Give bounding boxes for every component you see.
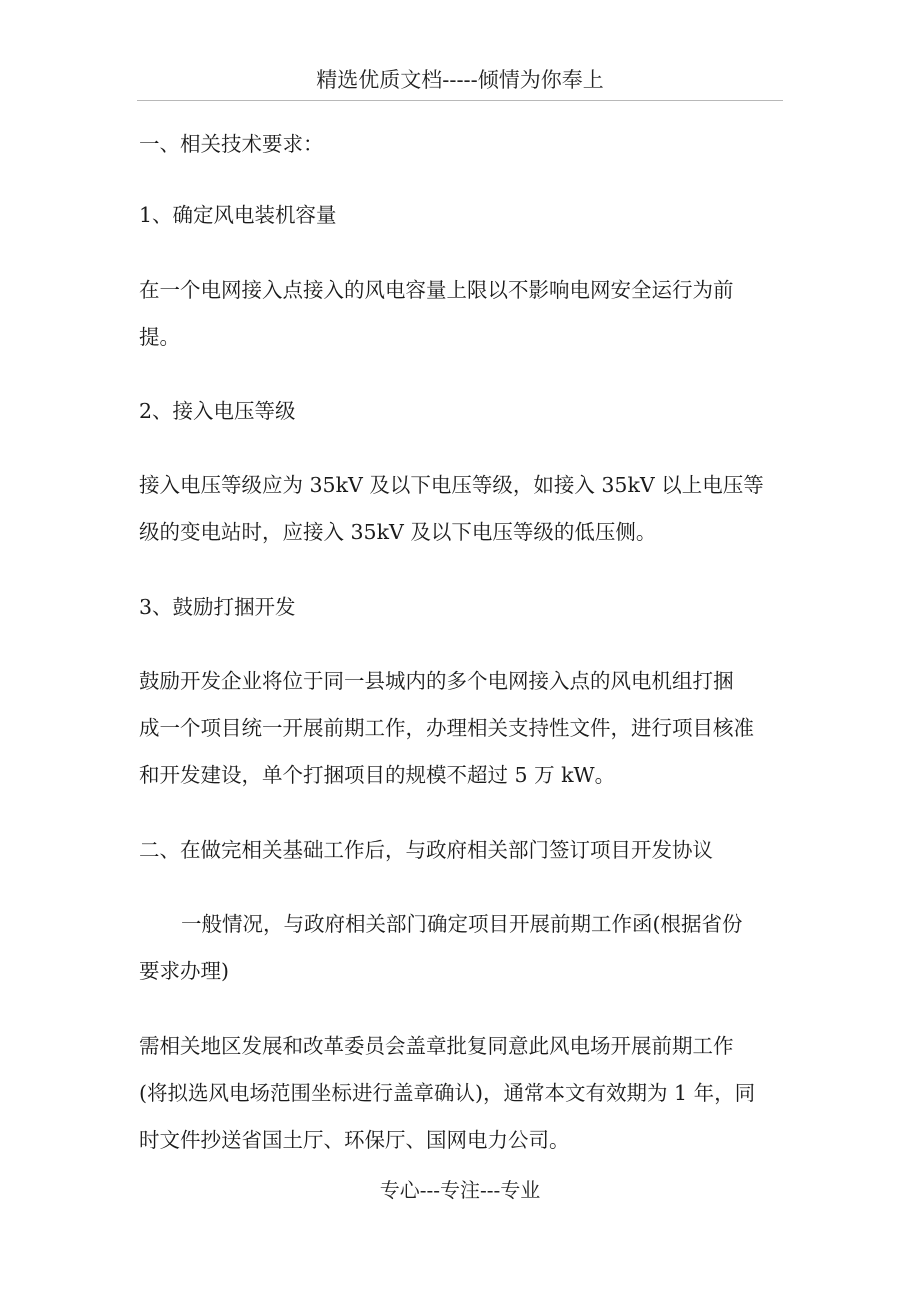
general-para-line-1: 一般情况，与政府相关部门确定项目开展前期工作函(根据省份 <box>181 912 743 936</box>
section-heading-requirements: 一、相关技术要求： <box>139 132 324 156</box>
item-3-title: 3、鼓励打捆开发 <box>139 595 296 619</box>
page-footer: 专心---专注---专业 <box>379 1178 541 1202</box>
section-heading-agreement: 二、在做完相关基础工作后，与政府相关部门签订项目开发协议 <box>139 838 713 862</box>
item-2-text-line-2: 级的变电站时，应接入 35kV 及以下电压等级的低压侧。 <box>139 520 657 544</box>
approval-para-line-3: 时文件抄送省国土厅、环保厅、国网电力公司。 <box>139 1128 570 1152</box>
item-1-title: 1、确定风电装机容量 <box>139 203 337 227</box>
item-2-title: 2、接入电压等级 <box>139 399 296 423</box>
item-3-text-line-3: 和开发建设，单个打捆项目的规模不超过 5 万 kW。 <box>139 763 616 787</box>
item-3-text-line-2: 成一个项目统一开展前期工作，办理相关支持性文件，进行项目核准 <box>139 716 754 740</box>
item-1-text-line-2: 提。 <box>139 325 180 349</box>
general-para-line-2: 要求办理) <box>139 959 229 983</box>
item-3-text-line-1: 鼓励开发企业将位于同一县城内的多个电网接入点的风电机组打捆 <box>139 669 734 693</box>
item-2-text-line-1: 接入电压等级应为 35kV 及以下电压等级，如接入 35kV 以上电压等 <box>139 473 764 497</box>
page-header-title: 精选优质文档-----倾情为你奉上 <box>316 68 604 92</box>
header-divider <box>137 100 783 101</box>
item-1-text-line-1: 在一个电网接入点接入的风电容量上限以不影响电网安全运行为前 <box>139 278 734 302</box>
approval-para-line-1: 需相关地区发展和改革委员会盖章批复同意此风电场开展前期工作 <box>139 1034 734 1058</box>
approval-para-line-2: (将拟选风电场范围坐标进行盖章确认)，通常本文有效期为 1 年，同 <box>139 1081 756 1105</box>
